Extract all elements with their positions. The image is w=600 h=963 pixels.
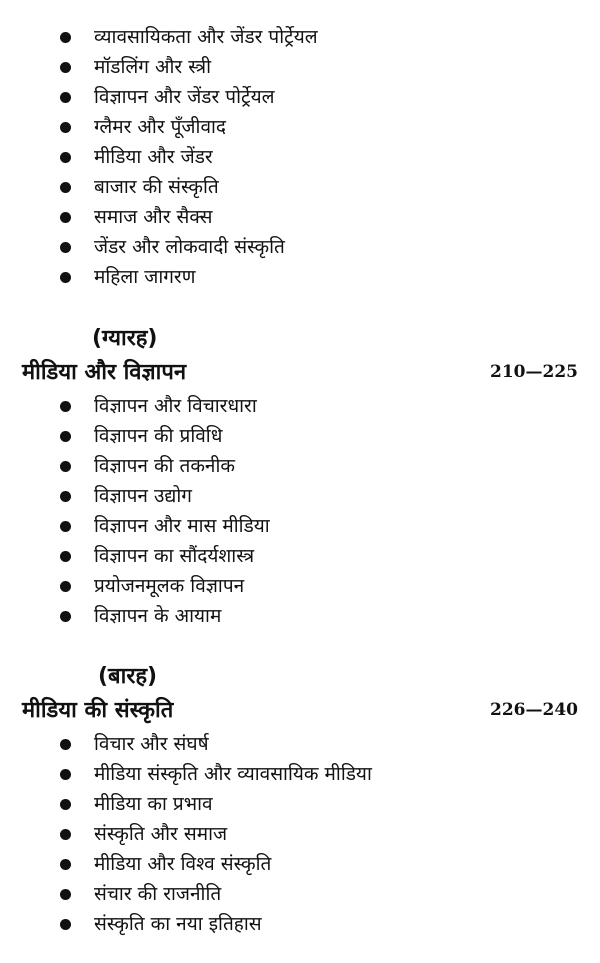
list-item-text: विज्ञापन के आयाम [94, 605, 222, 627]
bullet-icon [60, 272, 71, 283]
list-item-text: ग्लैमर और पूँजीवाद [94, 116, 227, 138]
bullet-icon [60, 889, 71, 900]
bullet-icon [60, 62, 71, 73]
bullet-icon [60, 521, 71, 532]
bullet-icon [60, 799, 71, 810]
section-page-range: 226—240 [490, 700, 578, 720]
bullet-icon [60, 212, 71, 223]
section-title: मीडिया और विज्ञापन [22, 360, 187, 385]
list-item-text: मीडिया और विश्व संस्कृति [94, 853, 272, 875]
bullet-icon [60, 611, 71, 622]
bullet-icon [60, 491, 71, 502]
list-item-text: विज्ञापन का सौंदर्यशास्त्र [94, 545, 255, 567]
bullet-icon [60, 581, 71, 592]
list-item-text: प्रयोजनमूलक विज्ञापन [94, 575, 245, 597]
bullet-icon [60, 829, 71, 840]
list-item-text: व्यावसायिकता और जेंडर पोर्ट्रेयल [94, 26, 318, 48]
section-number: (बारह) [98, 664, 158, 689]
list-item-text: विचार और संघर्ष [94, 733, 209, 755]
list-item-text: विज्ञापन और विचारधारा [94, 395, 257, 417]
bullet-icon [60, 461, 71, 472]
bullet-icon [60, 32, 71, 43]
bullet-icon [60, 401, 71, 412]
list-item-text: मीडिया का प्रभाव [94, 793, 213, 815]
list-item-text: महिला जागरण [94, 266, 196, 288]
bullet-icon [60, 152, 71, 163]
bullet-icon [60, 859, 71, 870]
list-item-text: मॉडलिंग और स्त्री [94, 56, 212, 78]
list-item-text: विज्ञापन की प्रविधि [94, 425, 223, 447]
list-item-text: संस्कृति और समाज [94, 823, 228, 845]
list-item-text: विज्ञापन की तकनीक [94, 455, 235, 477]
section-title: मीडिया की संस्कृति [22, 698, 174, 723]
bullet-icon [60, 92, 71, 103]
bullet-icon [60, 919, 71, 930]
list-item-text: संस्कृति का नया इतिहास [94, 913, 262, 935]
list-item-text: जेंडर और लोकवादी संस्कृति [94, 236, 285, 258]
bullet-icon [60, 551, 71, 562]
bullet-icon [60, 431, 71, 442]
list-item-text: बाजार की संस्कृति [94, 176, 219, 198]
list-item-text: मीडिया और जेंडर [94, 146, 213, 168]
list-item-text: मीडिया संस्कृति और व्यावसायिक मीडिया [94, 763, 372, 785]
list-item-text: विज्ञापन उद्योग [94, 485, 192, 507]
list-item-text: विज्ञापन और जेंडर पोर्ट्रेयल [94, 86, 275, 108]
list-item-text: संचार की राजनीति [94, 883, 222, 905]
bullet-icon [60, 739, 71, 750]
bullet-icon [60, 122, 71, 133]
list-item-text: विज्ञापन और मास मीडिया [94, 515, 270, 537]
list-item-text: समाज और सैक्स [94, 206, 213, 228]
section-page-range: 210—225 [490, 362, 578, 382]
bullet-icon [60, 242, 71, 253]
bullet-icon [60, 769, 71, 780]
bullet-icon [60, 182, 71, 193]
section-number: (ग्यारह) [92, 326, 158, 351]
